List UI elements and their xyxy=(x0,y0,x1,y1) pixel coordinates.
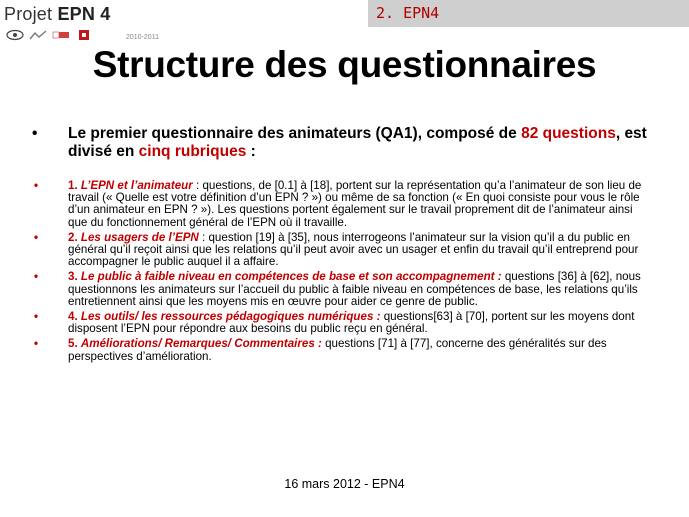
rubric-list xyxy=(34,180,654,366)
project-name: EPN 4 xyxy=(57,4,111,24)
page-title: Structure des questionnaires xyxy=(92,44,597,85)
item-lead xyxy=(68,337,322,350)
partner-logo-3-icon xyxy=(52,29,70,41)
partner-logo-4-icon xyxy=(75,29,93,41)
item-title: L’EPN et l’animateur xyxy=(80,179,193,192)
partner-logo-2-icon xyxy=(29,29,47,41)
intro-text xyxy=(68,125,654,161)
year-label: 2010-2011 xyxy=(126,34,159,41)
list-item xyxy=(34,311,654,335)
project-label: Projet xyxy=(4,4,53,24)
item-lead xyxy=(68,179,193,192)
intro-part1: Le premier questionnaire des animateurs (QA1), composé de xyxy=(68,125,522,142)
item-number: 1. xyxy=(68,179,81,192)
item-body: : questions, de [0.1] à [18], portent sur la représentation qu’a l’animateur de son lieu de travail (« Quelle est votre définition d’un EPN ? ») ou même de sa fonction (« En quoi consiste pour vous le rôle d’un animateur en EPN ? »). Les questions portent également sur le travail proprement dit de l’animateur ainsi que du fonctionnement général de l’EPN où il travaille. xyxy=(68,179,642,229)
item-lead xyxy=(68,231,199,244)
item-body: questions [36] à [62], nous questionnons les animateurs sur l’accueil du public à faible niveau en compétences de base, les relations qu’ils entretiennent ainsi que les moyens mis en œuvre pour aider ce genre de public. xyxy=(68,270,641,308)
intro-paragraph xyxy=(34,125,654,161)
item-number: 2. xyxy=(68,230,81,244)
section-tag: 2. EPN4 xyxy=(368,0,689,27)
partner-logo-1-icon xyxy=(6,29,24,41)
item-title: Améliorations/ Remarques/ Commentaires : xyxy=(80,337,322,351)
bullet-icon: • xyxy=(34,230,39,244)
list-item xyxy=(34,271,654,308)
partner-logos xyxy=(6,29,93,41)
slide-footer: 16 mars 2012 - EPN4 xyxy=(284,477,405,491)
intro-part3: : xyxy=(246,143,256,160)
item-number: 4. xyxy=(68,310,81,324)
project-logo-text xyxy=(4,4,110,25)
item-number: 3. xyxy=(68,270,81,284)
item-body: : question [19] à [35], nous interrogeons l’animateur sur la vision qu’il a du public en général qu’il reçoit ainsi que les relations qu’il peut avoir avec un usager et enfin du travail qu’il entreprend pour accompagner le public auquel il a affaire. xyxy=(68,230,639,269)
bullet-icon: • xyxy=(34,337,39,351)
intro-part2: , est divisé en xyxy=(68,125,647,160)
list-item xyxy=(34,338,654,362)
bullet-icon: • xyxy=(32,125,38,142)
item-lead xyxy=(68,270,502,283)
bullet-icon: • xyxy=(34,270,39,284)
list-item xyxy=(34,180,654,229)
list-item xyxy=(34,232,654,269)
item-body: questions [71] à [77], concerne des généralités sur des perspectives d’amélioration. xyxy=(68,337,607,363)
item-number: 5. xyxy=(68,337,81,351)
item-lead xyxy=(68,310,380,323)
intro-highlight-rubriques: cinq rubriques xyxy=(138,143,247,160)
intro-highlight-count: 82 questions xyxy=(521,125,616,142)
item-title: Les outils/ les ressources pédagogiques numériques : xyxy=(80,310,381,324)
bullet-icon: • xyxy=(34,179,39,192)
item-body: questions[63] à [70], portent sur les moyens dont disposent l’EPN pour répondre aux besoins du public reçu en général. xyxy=(68,310,635,336)
item-title: Le public à faible niveau en compétences de base et son accompagnement : xyxy=(80,270,502,284)
bullet-icon: • xyxy=(34,310,39,324)
item-title: Les usagers de l’EPN xyxy=(80,230,199,244)
